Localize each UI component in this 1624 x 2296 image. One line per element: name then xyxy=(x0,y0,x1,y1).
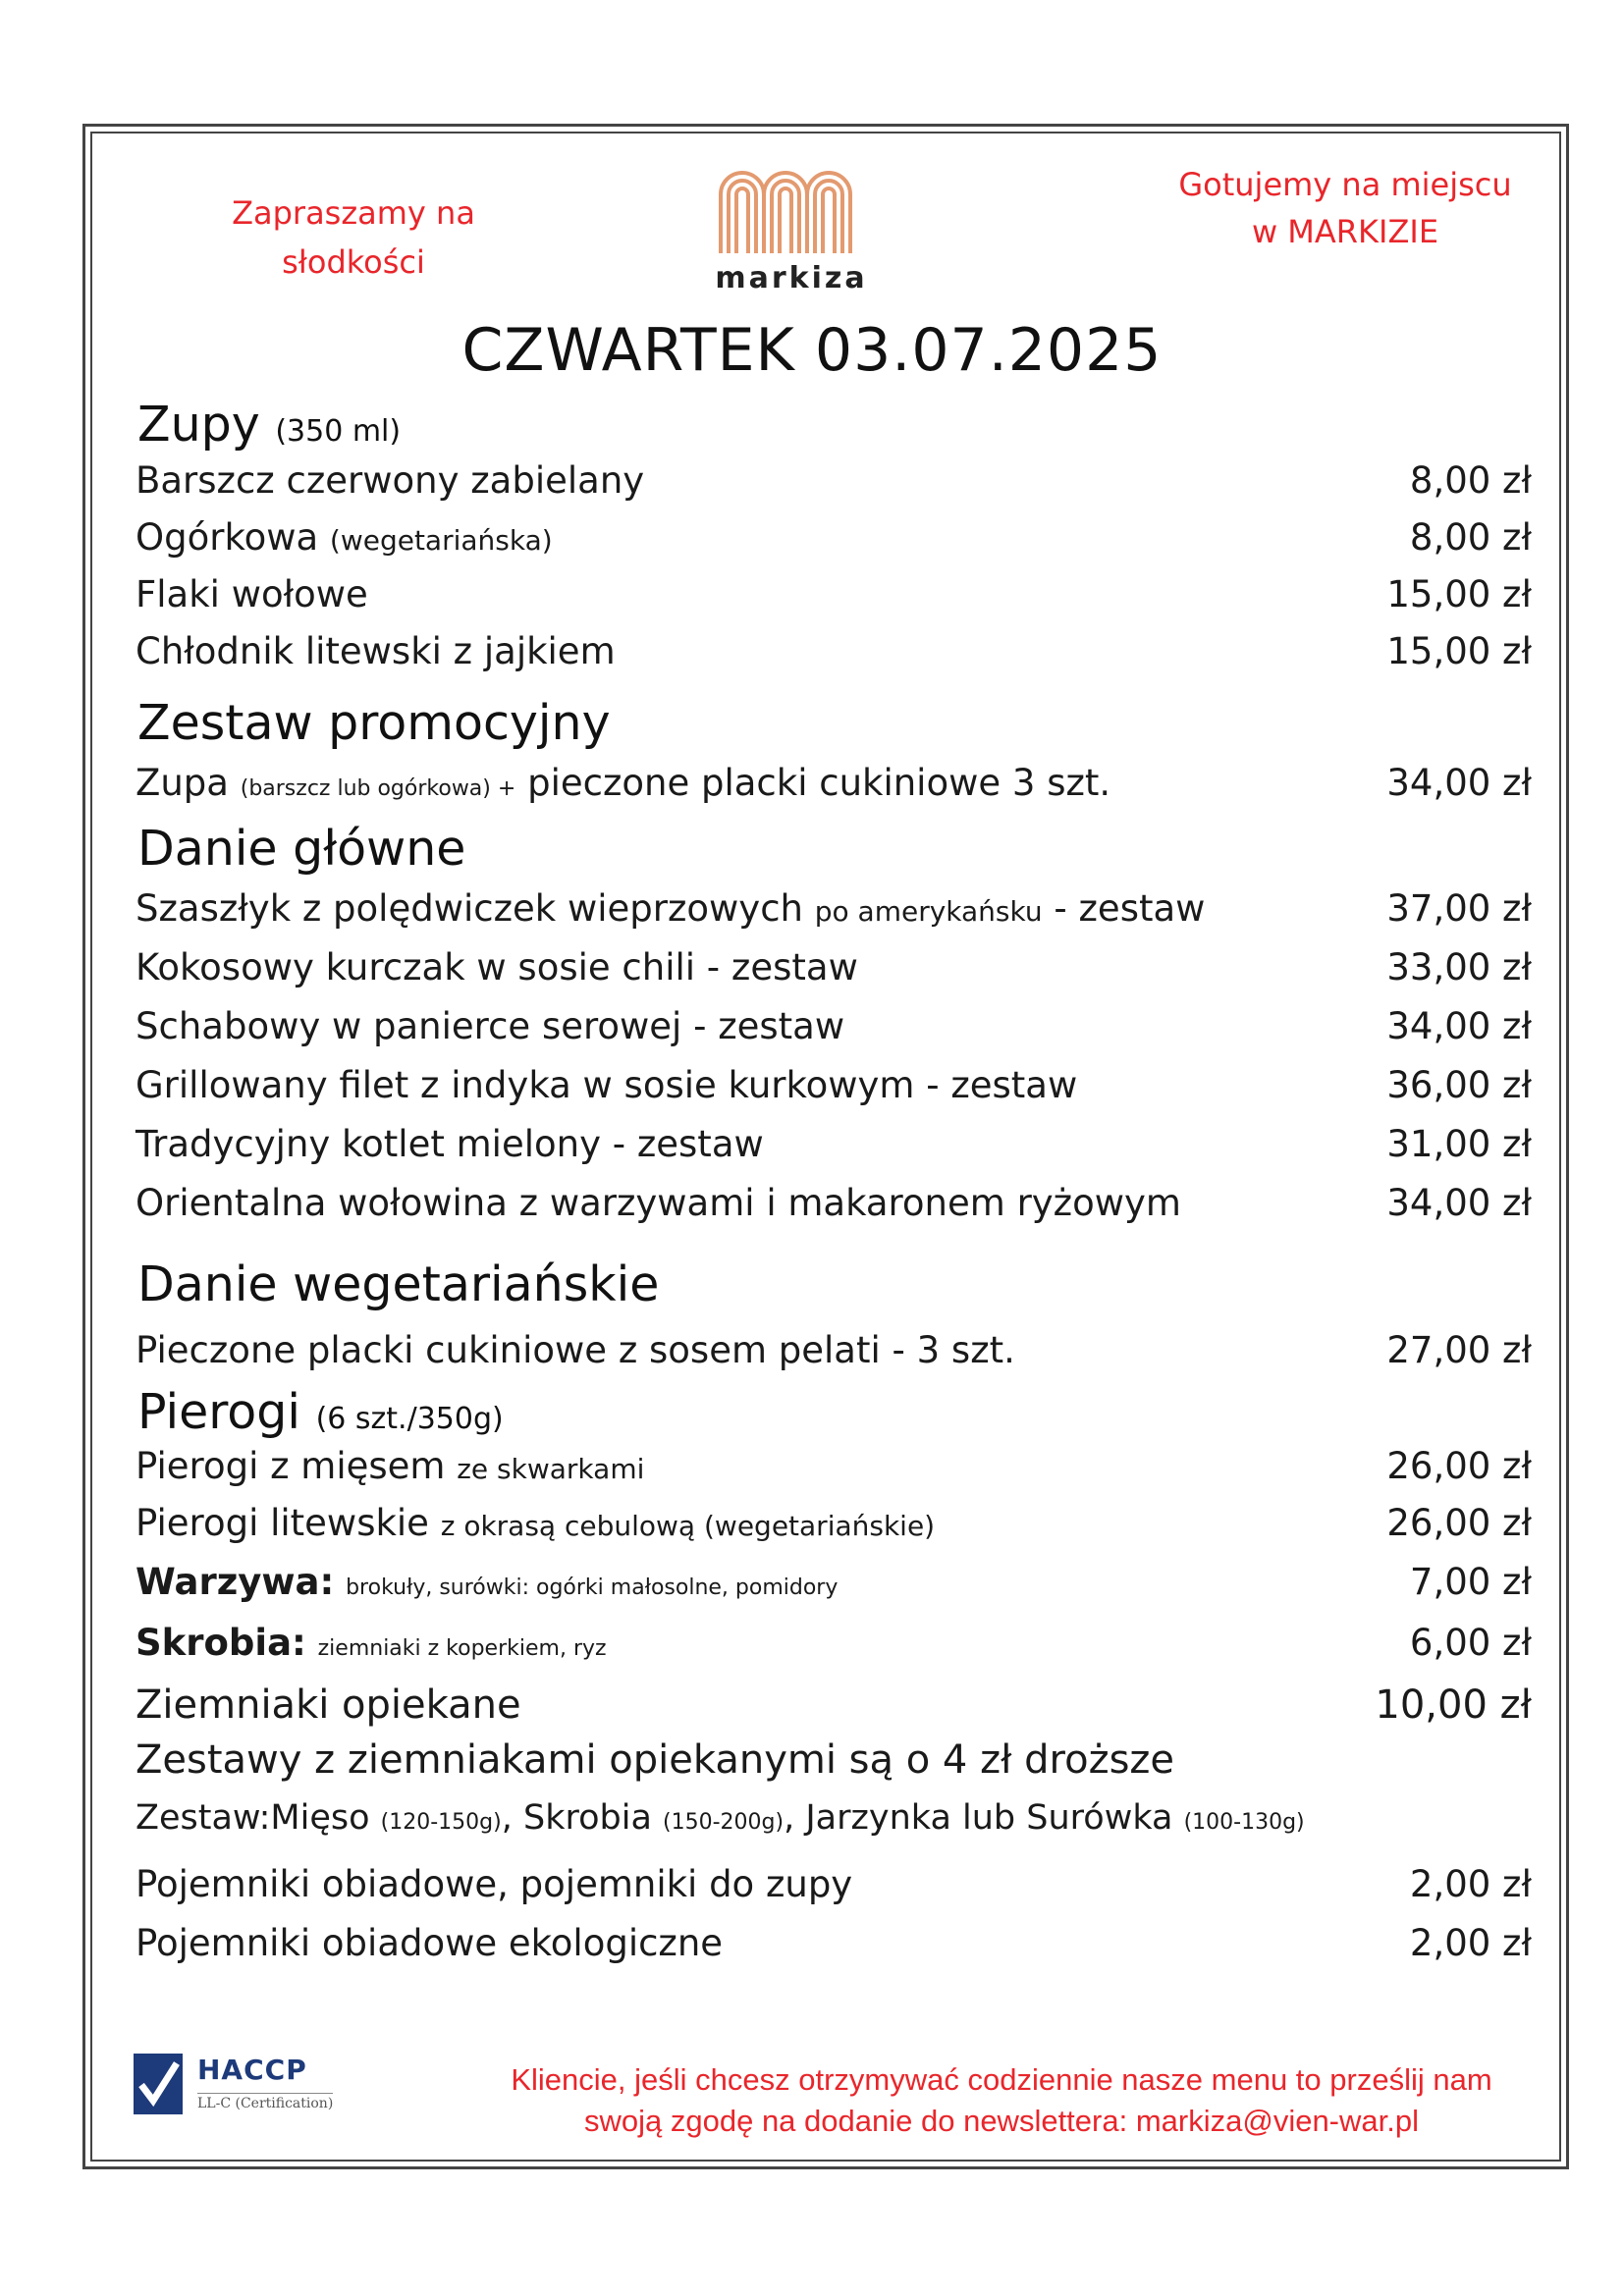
sweets-invite-line1: Zapraszamy na xyxy=(232,194,475,232)
item-price: 37,00 zł xyxy=(1386,887,1532,930)
sweets-invite-line2: słodkości xyxy=(282,243,425,281)
set-part: , Jarzynka lub Surówka xyxy=(784,1798,1173,1838)
item-name: Ziemniaki opiekane xyxy=(135,1682,521,1728)
menu-item-promo xyxy=(135,762,1532,819)
item-name: Chłodnik litewski z jajkiem xyxy=(135,630,616,672)
item-price: 34,00 zł xyxy=(1386,1005,1532,1047)
item-price: 27,00 zł xyxy=(1386,1329,1532,1371)
heading-note: (350 ml) xyxy=(275,414,402,449)
set-part-note: (120-150g) xyxy=(380,1810,502,1835)
menu-item xyxy=(135,1064,1532,1121)
sweets-invite xyxy=(196,188,511,287)
section-heading-vegetarian: Danie wegetariańskie xyxy=(137,1256,660,1312)
menu-item xyxy=(135,516,1532,573)
section-heading-zestaw: Zestaw promocyjny xyxy=(137,695,611,751)
item-note: po amerykańsku xyxy=(814,895,1043,928)
heading-text: Zupy xyxy=(137,397,260,453)
item-name: Pojemniki obiadowe, pojemniki do zupy xyxy=(135,1863,853,1905)
haccp-check-icon xyxy=(134,2054,183,2114)
menu-item xyxy=(135,459,1532,516)
item-name: Pieczone placki cukiniowe z sosem pelati - 3 szt. xyxy=(135,1329,1015,1371)
item-price: 15,00 zł xyxy=(1386,573,1532,615)
newsletter-line2: swoją zgodę na dodanie do newslettera: markiza@vien-war.pl xyxy=(584,2104,1419,2138)
item-note: (barszcz lub ogórkowa) + xyxy=(240,776,516,801)
item-name: Orientalna wołowina z warzywami i makaronem ryżowym xyxy=(135,1182,1181,1224)
menu-item xyxy=(135,1329,1532,1386)
cooking-note-line1: Gotujemy na miejscu xyxy=(1178,166,1512,203)
set-part-note: (100-130g) xyxy=(1183,1810,1305,1835)
set-part: , Skrobia xyxy=(501,1798,652,1838)
heading-text: Pierogi xyxy=(137,1384,300,1440)
set-part-note: (150-200g) xyxy=(663,1810,785,1835)
logo-text: markiza xyxy=(715,261,868,295)
item-name: Szaszłyk z polędwiczek wieprzowych xyxy=(135,887,803,930)
set-composition xyxy=(135,1798,1532,1855)
menu-item xyxy=(135,946,1532,1003)
section-heading-zupy xyxy=(137,397,401,453)
item-price: 36,00 zł xyxy=(1386,1064,1532,1106)
menu-item xyxy=(135,1123,1532,1180)
item-price: 33,00 zł xyxy=(1386,946,1532,988)
menu-item xyxy=(135,1922,1532,1979)
haccp-title: HACCP xyxy=(197,2054,307,2086)
cooking-note xyxy=(1159,161,1532,255)
item-price: 34,00 zł xyxy=(1386,1182,1532,1224)
newsletter-line1: Kliencie, jeśli chcesz otrzymywać codziennie nasze menu to prześlij nam xyxy=(511,2062,1492,2097)
item-note: brokuły, surówki: ogórki małosolne, pomidory xyxy=(346,1575,839,1600)
item-note: ze skwarkami xyxy=(457,1453,645,1485)
info-line xyxy=(135,1737,1532,1794)
item-name-continued: pieczone placki cukiniowe 3 szt. xyxy=(527,762,1111,804)
item-price: 15,00 zł xyxy=(1386,630,1532,672)
newsletter-note xyxy=(432,2059,1571,2142)
item-price: 26,00 zł xyxy=(1386,1445,1532,1487)
item-note: z okrasą cebulową (wegetariańskie) xyxy=(440,1510,936,1542)
item-label: Skrobia: xyxy=(135,1622,306,1664)
item-name: Pojemniki obiadowe ekologiczne xyxy=(135,1922,724,1964)
menu-item xyxy=(135,630,1532,687)
item-name: Kokosowy kurczak w sosie chili - zestaw xyxy=(135,946,858,988)
item-note: (wegetariańska) xyxy=(329,524,553,557)
item-price: 8,00 zł xyxy=(1409,516,1532,559)
item-name: Pierogi z mięsem xyxy=(135,1445,446,1487)
menu-item xyxy=(135,1182,1532,1239)
item-price: 10,00 zł xyxy=(1375,1682,1532,1728)
item-price: 26,00 zł xyxy=(1386,1502,1532,1544)
item-label: Warzywa: xyxy=(135,1561,335,1603)
item-price: 34,00 zł xyxy=(1386,762,1532,804)
item-price: 8,00 zł xyxy=(1409,459,1532,502)
menu-item-starch xyxy=(135,1622,1532,1679)
menu-item xyxy=(135,887,1532,944)
item-name: Schabowy w panierce serowej - zestaw xyxy=(135,1005,845,1047)
item-name: Grillowany filet z indyka w sosie kurkowym - zestaw xyxy=(135,1064,1078,1106)
menu-item xyxy=(135,1502,1532,1559)
item-name-continued: - zestaw xyxy=(1054,887,1206,930)
item-name: Tradycyjny kotlet mielony - zestaw xyxy=(135,1123,764,1165)
section-heading-pierogi xyxy=(137,1384,504,1440)
menu-item xyxy=(135,1445,1532,1502)
item-name: Flaki wołowe xyxy=(135,573,368,615)
item-price: 31,00 zł xyxy=(1386,1123,1532,1165)
menu-item xyxy=(135,573,1532,630)
item-price: 2,00 zł xyxy=(1409,1922,1532,1964)
item-name: Pierogi litewskie xyxy=(135,1502,429,1544)
item-name: Zupa xyxy=(135,762,229,804)
item-note: ziemniaki z koperkiem, ryz xyxy=(317,1636,607,1661)
item-price: 2,00 zł xyxy=(1409,1863,1532,1905)
menu-item-vegetables xyxy=(135,1561,1532,1618)
section-heading-main: Danie główne xyxy=(137,821,466,877)
haccp-subtitle: LL-C (Certification) xyxy=(197,2093,333,2111)
item-name: Barszcz czerwony zabielany xyxy=(135,459,645,502)
menu-item xyxy=(135,1863,1532,1920)
item-price: 6,00 zł xyxy=(1409,1622,1532,1664)
info-text: Zestawy z ziemniakami opiekanymi są o 4 zł droższe xyxy=(135,1737,1175,1783)
item-name: Ogórkowa xyxy=(135,516,319,559)
set-part: Zestaw:Mięso xyxy=(135,1798,370,1838)
menu-item-potatoes xyxy=(135,1682,1532,1739)
page-title: CZWARTEK 03.07.2025 xyxy=(461,316,1163,385)
menu-item xyxy=(135,1005,1532,1062)
cooking-note-line2: w MARKIZIE xyxy=(1251,213,1439,250)
heading-note: (6 szt./350g) xyxy=(315,1402,504,1436)
item-price: 7,00 zł xyxy=(1409,1561,1532,1603)
